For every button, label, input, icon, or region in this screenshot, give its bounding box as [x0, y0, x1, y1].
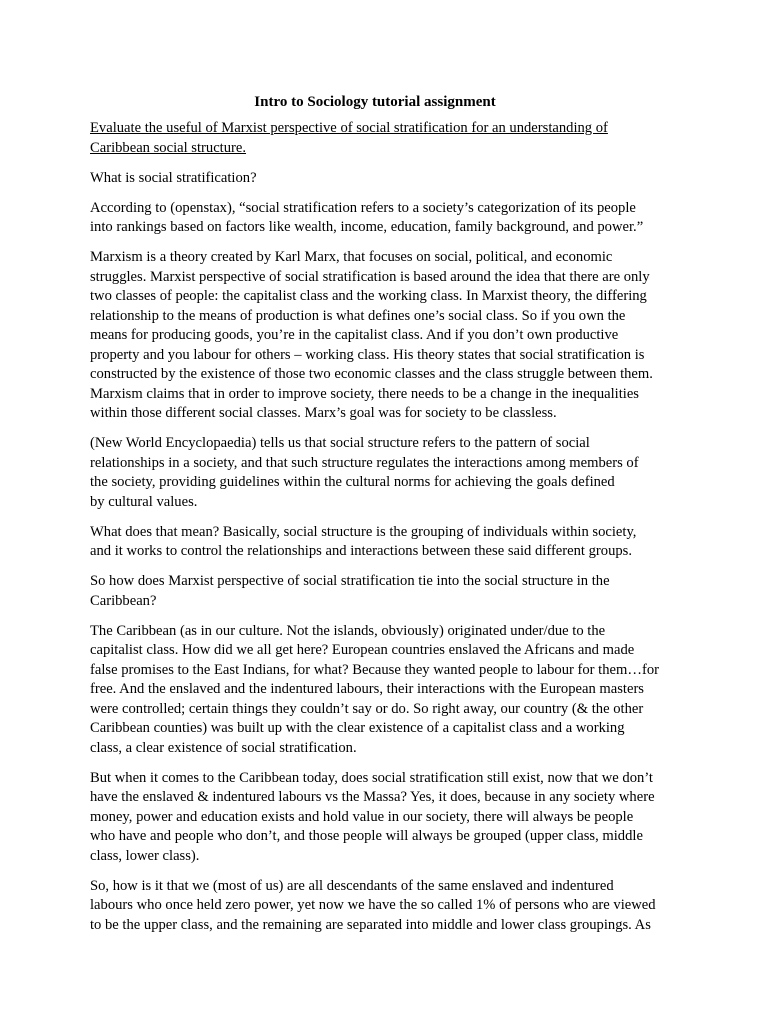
text-line: have the enslaved & indentured labours vs the Massa? Yes, it does, because in any society where	[90, 789, 655, 805]
paragraph	[90, 622, 660, 759]
paragraph	[90, 199, 660, 238]
text-line: So how does Marxist perspective of social stratification tie into the social structure in the	[90, 573, 610, 589]
text-line: constructed by the existence of those two economic classes and the class struggle between them.	[90, 366, 653, 382]
text-line: free. And the enslaved and the indentured labours, their interactions with the European masters	[90, 681, 644, 697]
text-line: labours who once held zero power, yet now we have the so called 1% of persons who are viewed	[90, 897, 656, 913]
text-line: money, power and education exists and hold value in our society, there will always be people	[90, 808, 634, 825]
text-line: (New World Encyclopaedia) tells us that social structure refers to the pattern of social	[90, 435, 590, 451]
text-line: property and you labour for others – working class. His theory states that social stratification is	[90, 346, 645, 363]
text-line: What does that mean? Basically, social structure is the grouping of individuals within society,	[90, 523, 637, 540]
text-line: Marxism claims that in order to improve society, there needs to be a change in the inequalities	[90, 385, 639, 402]
paragraph	[90, 169, 660, 189]
document-body	[90, 119, 660, 935]
text-line: Marxism is a theory created by Karl Marx, that focuses on social, political, and economic	[90, 249, 613, 265]
text-line: struggles. Marxist perspective of social stratification is based around the idea that there are only	[90, 268, 650, 285]
text-line: relationships in a society, and that such structure regulates the interactions among members of	[90, 454, 639, 471]
paragraph	[90, 248, 660, 424]
paragraph	[90, 572, 660, 611]
text-line: class, lower class).	[90, 847, 200, 864]
text-line: capitalist class. How did we all get here? European countries enslaved the Africans and made	[90, 642, 635, 658]
paragraph	[90, 769, 660, 867]
paragraph	[90, 434, 660, 512]
paragraph	[90, 877, 660, 936]
text-line: into rankings based on factors like wealth, income, education, family background, and power.”	[90, 219, 644, 235]
text-line: to be the upper class, and the remaining are separated into middle and lower class groupings. As	[90, 916, 651, 933]
text-line: two classes of people: the capitalist class and the working class. In Marxist theory, the differing	[90, 288, 647, 304]
text-line: within those different social classes. Marx’s goal was for society to be classless.	[90, 405, 557, 421]
text-line: by cultural values.	[90, 493, 198, 510]
text-line: According to (openstax), “social stratification refers to a society’s categorization of its people	[90, 199, 636, 216]
text-line: were controlled; certain things they couldn’t say or do. So right away, our country (& the other	[90, 700, 644, 717]
text-line: and it works to control the relationships and interactions between these said different groups.	[90, 543, 632, 559]
text-line: the society, providing guidelines within the cultural norms for achieving the goals defined	[90, 474, 615, 490]
paragraph	[90, 523, 660, 562]
assignment-question	[90, 119, 660, 158]
text-line: What is social stratification?	[90, 169, 257, 186]
text-line: relationship to the means of production is what defines one’s social class. So if you own the	[90, 307, 626, 324]
text-line: Caribbean?	[90, 592, 157, 609]
text-line: means for producing goods, you’re in the capitalist class. And if you don’t own productive	[90, 327, 619, 343]
text-line: The Caribbean (as in our culture. Not the islands, obviously) originated under/due to the	[90, 622, 606, 639]
text-line: false promises to the East Indians, for what? Because they wanted people to labour for them…for	[90, 661, 659, 678]
text-line: Caribbean counties) was built up with the clear existence of a capitalist class and a working	[90, 720, 625, 736]
text-line: who have and people who don’t, and those people will always be grouped (upper class, middle	[90, 828, 643, 844]
text-line: Evaluate the useful of Marxist perspective of social stratification for an understanding of	[90, 120, 608, 136]
text-line: Caribbean social structure.	[90, 139, 247, 156]
text-line: class, a clear existence of social stratification.	[90, 739, 357, 756]
document-title: Intro to Sociology tutorial assignment	[254, 94, 496, 110]
text-line: But when it comes to the Caribbean today, does social stratification still exist, now that we don’t	[90, 769, 653, 786]
text-line: So, how is it that we (most of us) are all descendants of the same enslaved and indentured	[90, 877, 614, 894]
